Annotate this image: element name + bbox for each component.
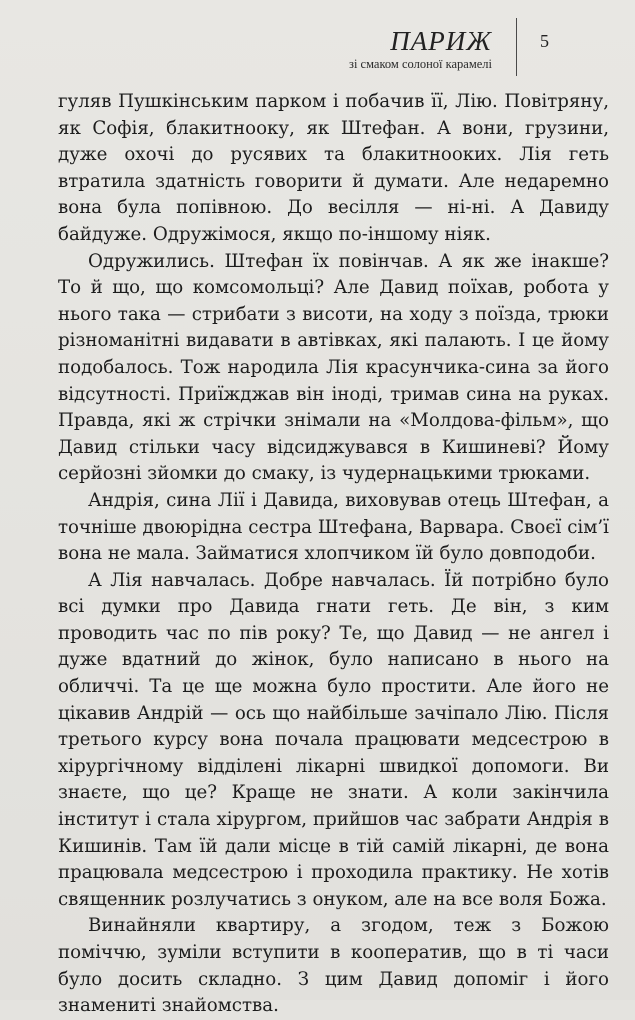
paragraph-3: Андрія, сина Лії і Давида, виховував отець Штефан, а точніше двоюрідна сестра Штефана, Варвара. Своєї сім’ї вона не мала. Займатися хлопчиком їй було довподоби. (58, 489, 609, 565)
paragraph-2: Одружились. Штефан їх повінчав. А як же інакше? То й що, що комсомольці? Але Давид поїхав, робота у нього така — стрибати з висоти, на ходу з поїзда, трюки різноманітні видавати в автівках, які палають. І це йому подобалось. Тож народила Лія красунчика-сина за його відсутності. Приїжджав він іноді, тримав сина на руках. Правда, які ж стрічки знімали на «Молдова-фільм», що Давид стільки часу відсиджувався в Кишиневі? Йому серйозні зйомки до смаку, із чудернацькими трюками. (58, 250, 609, 485)
header-title-main: ПАРИЖ (390, 26, 492, 56)
paragraph-5: Винайняли квартиру, а згодом, теж з Божою поміччю, зуміли вступити в кооператив, що в ті часи було досить складно. З цим Давид допоміг і його знамениті знайомства. (58, 915, 609, 1017)
header-title-block (349, 28, 492, 71)
paragraph-1: гуляв Пушкінським парком і побачив її, Лію. Повітряну, як Софія, блакитнооку, як Штефан. А вони, грузини, дуже охочі до русявих та блакитнооких. Лія геть втратила здатність говорити й думати. Але недаремно вона була попівною. До весілля — ні-ні. А Давиду байдуже. Одружімося, якщо по-іншому ніяк. (58, 91, 609, 245)
page-number: 5 (540, 31, 549, 51)
header-title-sub: зі смаком солоної карамелі (349, 57, 492, 71)
running-header (5, 18, 615, 88)
header-divider (516, 18, 517, 76)
body-text (58, 89, 609, 1020)
paragraph-4: А Лія навчалась. Добре навчалась. Їй потрібно було всі думки про Давида гнати геть. Де він, з ким проводить час по пів року? Те, що Давид — не ангел і дуже вдатний до жінок, було написано в нього на обличчі. Та це ще можна було простити. Але його не цікавив Андрій — ось що найбільше зачіпало Лію. Після третього курсу вона почала працювати медсестрою в хірургічному відділені лікарні швидкої допомоги. Ви знаєте, що це? Краще не знати. А коли закінчила інститут і стала хірургом, прийшов час забрати Андрія в Кишинів. Там їй дали місце в тій самій лікарні, де вона працювала медсестрою і проходила практику. Не хотів священник розлучатись з онуком, але на все воля Божа. (58, 569, 609, 910)
